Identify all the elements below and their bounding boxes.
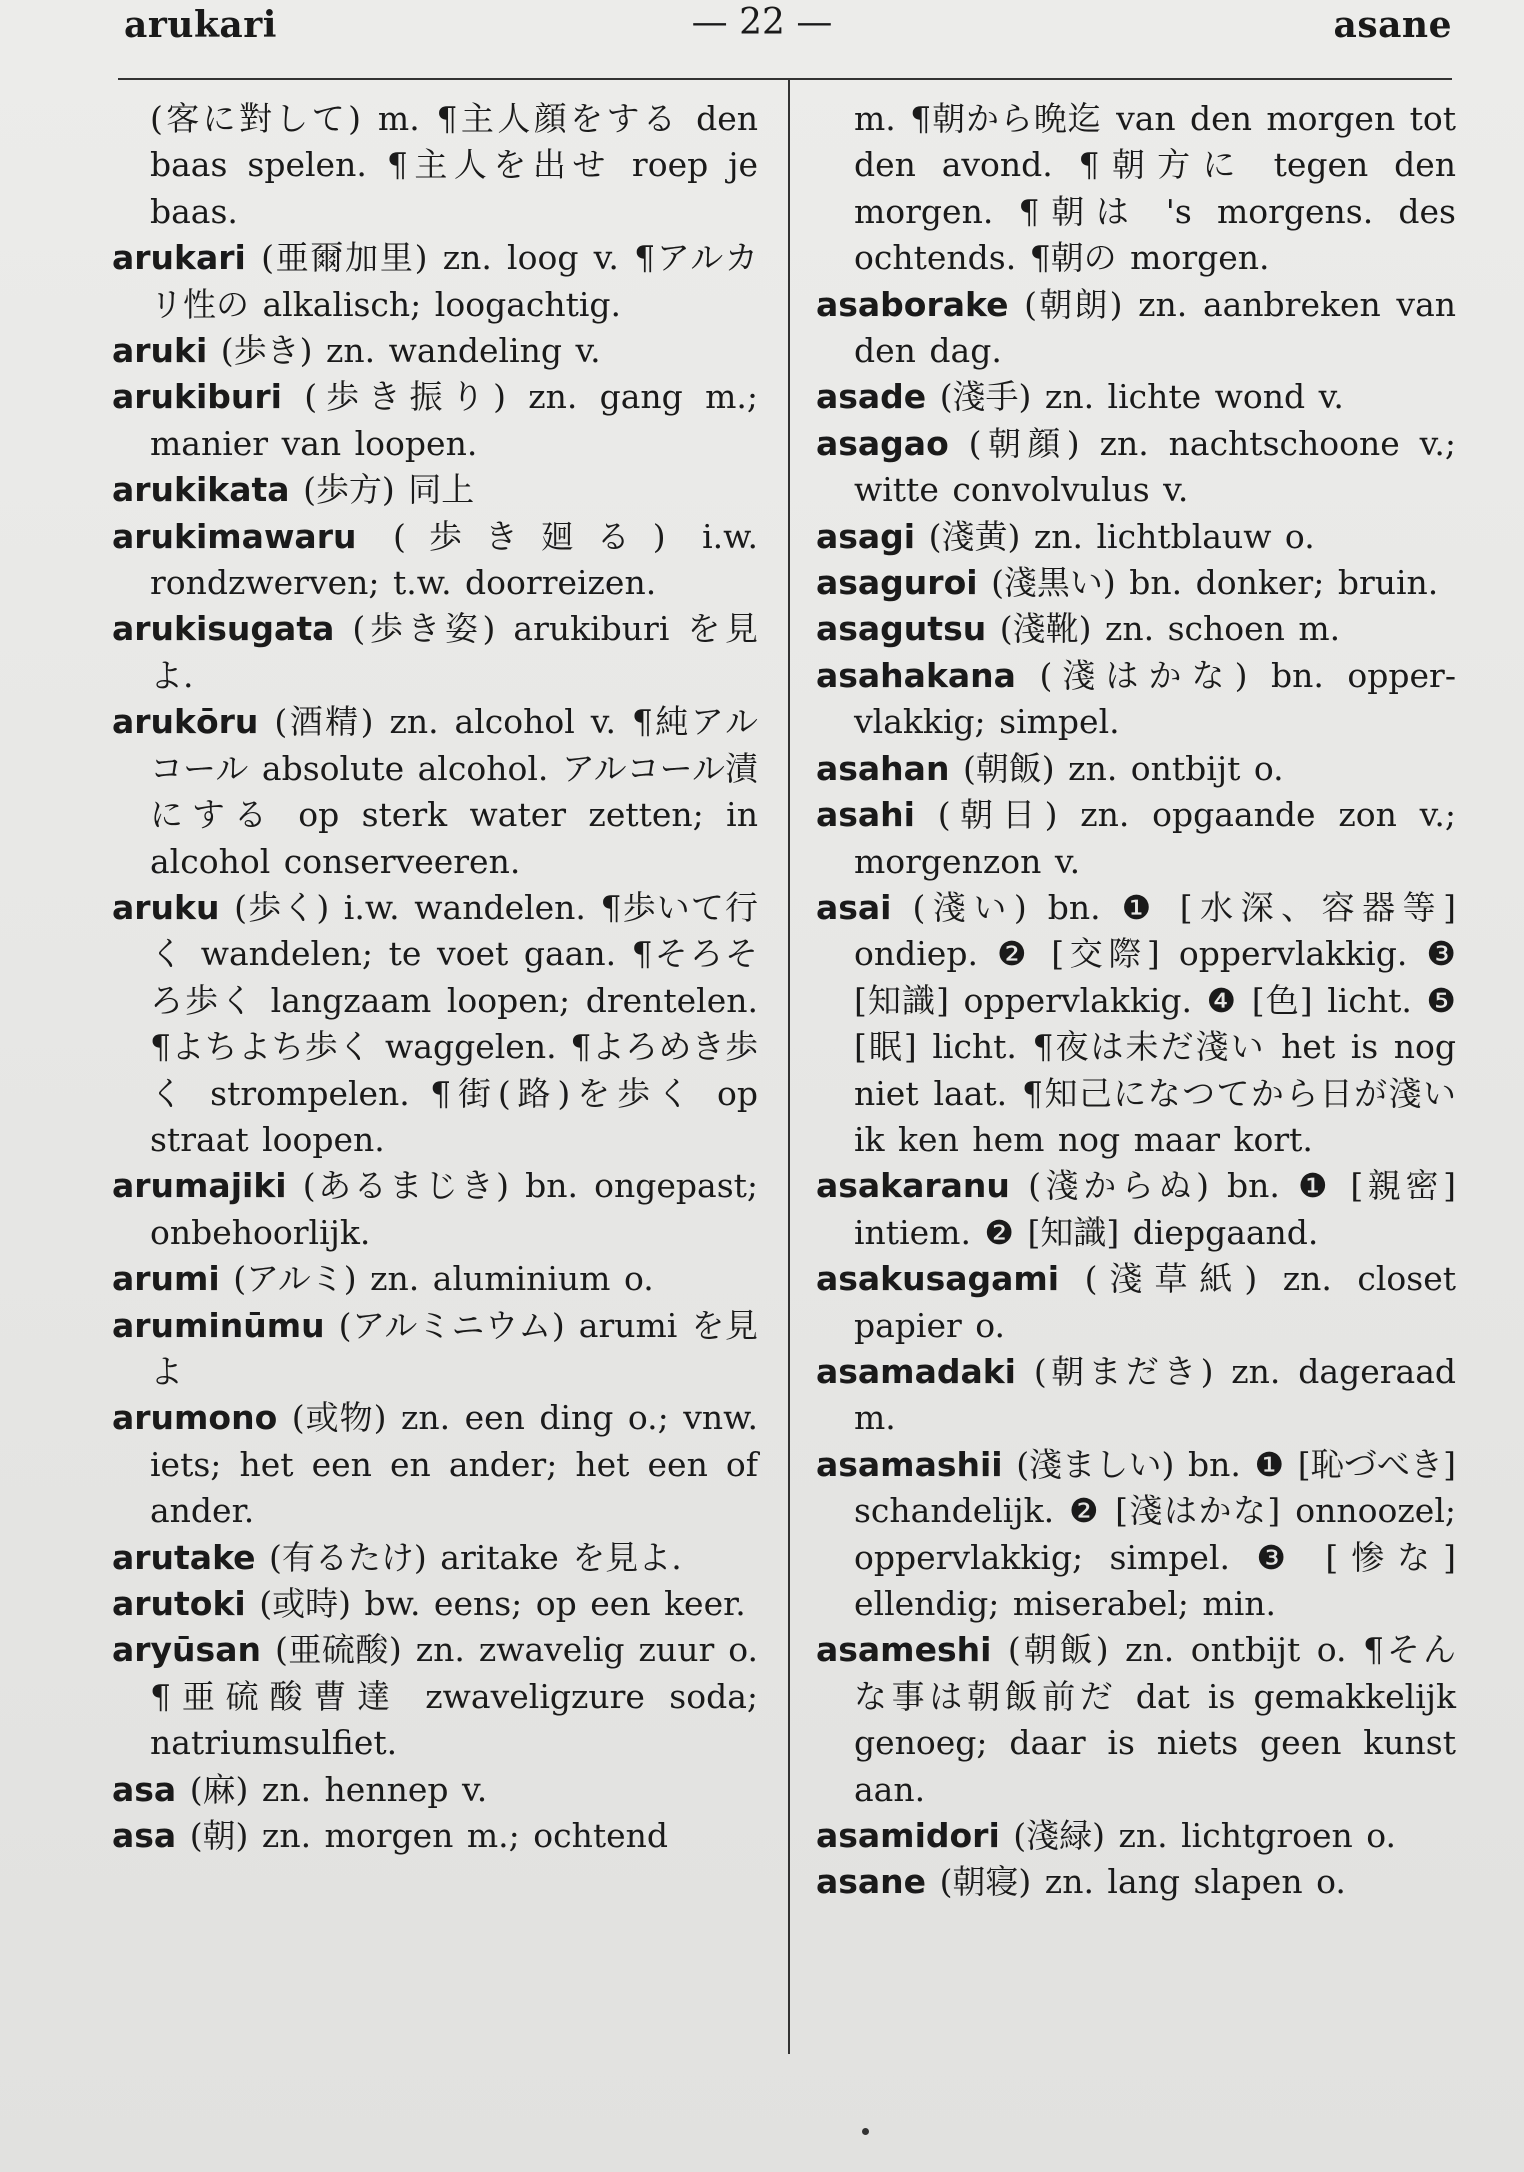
entry-headword: asagutsu: [816, 609, 987, 649]
dictionary-entry: [816, 1163, 1456, 1256]
entry-headword: asane: [816, 1862, 927, 1902]
entry-headword: asa: [112, 1769, 177, 1809]
dictionary-entry: [816, 1256, 1456, 1349]
dictionary-entry: [816, 1813, 1456, 1859]
entry-definition: (朝朗) zn. aanbreken van den dag.: [854, 284, 1456, 371]
left-column: [112, 96, 758, 1859]
entry-definition: (淺からぬ) bn. ❶ [親密] intiem. ❷ [知識] diepgaand.: [854, 1166, 1456, 1252]
dictionary-entry: [112, 1535, 758, 1581]
entry-definition: (淺はかな) bn. oppervlakkig; simpel.: [854, 655, 1456, 742]
dictionary-entry: [112, 1767, 758, 1813]
dictionary-entry: [112, 328, 758, 374]
entry-definition: (歩き) zn. wandeling v.: [220, 331, 601, 371]
dictionary-entry: [816, 606, 1456, 652]
entry-headword: arukari: [112, 238, 246, 278]
entry-definition: (歩き廻る) i.w. rondzwerven; t.w. doorreizen.: [150, 516, 758, 603]
entry-definition: (朝飯) zn. ontbijt o. ¶そんな事は朝飯前だ dat is gemakkelijk genoeg; daar is niets geen kunst aan.: [854, 1630, 1456, 1809]
entry-definition: (歩方) 同上: [303, 470, 475, 510]
dictionary-entry: [112, 374, 758, 467]
entry-headword: arutoki: [112, 1584, 246, 1623]
entry-headword: arukimawaru: [112, 516, 357, 556]
entry-headword: asameshi: [816, 1630, 992, 1670]
entry-headword: asaborake: [816, 284, 1009, 324]
entry-headword: asahan: [816, 748, 950, 788]
dictionary-entry: [816, 885, 1456, 1163]
entry-definition: (或時) bw. eens; op een keer.: [259, 1584, 746, 1623]
entry-definition: (朝顔) zn. nachtschoone v.; witte convolvulus v.: [854, 423, 1456, 510]
entry-headword: asahakana: [816, 655, 1016, 695]
entry-headword: asagao: [816, 423, 949, 463]
dictionary-entry: [112, 885, 758, 1163]
entry-headword: arumono: [112, 1398, 278, 1438]
entry-headword: aruki: [112, 331, 208, 371]
dictionary-entry: [112, 1163, 758, 1256]
dictionary-entry: [112, 1581, 758, 1627]
dictionary-entry: [816, 1859, 1456, 1905]
entry-definition: (或物) zn. een ding o.; vnw. iets; het een en ander; het een of ander.: [150, 1398, 758, 1531]
page-header: [0, 0, 1524, 70]
entry-definition: (淺手) zn. lichte wond v.: [939, 377, 1344, 417]
entry-headword: arukōru: [112, 702, 259, 742]
dictionary-entry: [816, 514, 1456, 560]
dictionary-entry: [112, 467, 758, 513]
entry-headword: asahi: [816, 795, 915, 835]
entry-definition: (淺靴) zn. schoen m.: [999, 609, 1341, 649]
dictionary-entry: [112, 1395, 758, 1534]
dictionary-entry: [816, 96, 1456, 282]
dictionary-entry: [112, 699, 758, 885]
column-divider: [788, 80, 790, 2054]
page-number: — 22 —: [691, 2, 833, 43]
entry-definition: (淺黄) zn. lichtblauw o.: [928, 516, 1315, 556]
dictionary-entry: [112, 1256, 758, 1302]
dictionary-entry: [816, 560, 1456, 606]
entry-definition: (歩き振り) zn. gang m.; manier van loopen.: [150, 377, 758, 463]
entry-definition: (亜硫酸) zn. zwavelig zuur o. ¶亜硫酸曹達 zwaveligzure soda; natriumsulfiet.: [150, 1630, 758, 1763]
entry-headword: arukiburi: [112, 377, 282, 417]
dictionary-entry: [816, 421, 1456, 514]
dictionary-entry: [112, 235, 758, 328]
entry-headword: asamidori: [816, 1816, 1000, 1856]
right-column: [816, 96, 1456, 1906]
entry-definition: (歩き姿) arukiburi を見よ.: [150, 609, 758, 695]
entry-definition: (朝飯) zn. ontbijt o.: [962, 748, 1284, 788]
entry-definition: m. ¶朝から晩迄 van den morgen tot den avond. ¶朝方に tegen den morgen. ¶朝は 's morgens. des ochtends. ¶朝の morgen.: [854, 99, 1456, 278]
dictionary-entry: [816, 653, 1456, 746]
entry-definition: (朝) zn. morgen m.; ochtend: [189, 1816, 669, 1856]
entry-headword: aryūsan: [112, 1630, 261, 1670]
entry-headword: asagi: [816, 516, 916, 556]
header-rule: [118, 78, 1452, 80]
entry-headword: asade: [816, 377, 927, 417]
entry-headword: asaguroi: [816, 563, 978, 603]
page-dot: [862, 2128, 869, 2135]
entry-definition: (客に對して) m. ¶主人顔をする den baas spelen. ¶主人を出せ roep je baas.: [150, 99, 758, 231]
entry-definition: (あるまじき) bn. ongepast; onbehoorlijk.: [150, 1166, 759, 1252]
entry-headword: arukikata: [112, 470, 290, 510]
dictionary-entry: [112, 1813, 758, 1859]
dictionary-entry: [112, 1303, 758, 1396]
entry-definition: (淺ましい) bn. ❶ [恥づべき] schandelijk. ❷ [淺はかな] onnoozel; oppervlakkig; simpel. ❸ [惨な] ellendig; miserabel; min.: [854, 1444, 1456, 1623]
dictionary-entry: [816, 1442, 1456, 1628]
header-right-word: asane: [1333, 4, 1452, 46]
entry-headword: asai: [816, 887, 892, 927]
entry-definition: (淺い) bn. ❶ [水深、容器等] ondiep. ❷ [交際] oppervlakkig. ❸ [知識] oppervlakkig. ❹ [色] licht. ❺ [眠] licht. ¶夜は未だ淺い het is nog niet laat. ¶知己になつてから日が淺い ik ken hem nog maar kort.: [854, 887, 1456, 1159]
entry-headword: arumajiki: [112, 1166, 287, 1206]
entry-definition: (歩く) i.w. wandelen. ¶歩いて行く wandelen; te voet gaan. ¶そろそろ歩く langzaam loopen; drentelen. ¶よちよち歩く waggelen. ¶よろめき歩く strompelen. ¶街(路)を歩く op straat loopen.: [150, 887, 758, 1159]
entry-headword: asamadaki: [816, 1351, 1016, 1391]
entry-headword: arutake: [112, 1537, 256, 1577]
entry-definition: (酒精) zn. alcohol v. ¶純アルコール absolute alcohol. アルコール漬にする op sterk water zetten; in alcohol conserveeren.: [150, 702, 758, 881]
dictionary-entry: [816, 282, 1456, 375]
dictionary-entry: [816, 746, 1456, 792]
header-left-word: arukari: [124, 4, 277, 46]
entry-headword: arumi: [112, 1259, 220, 1299]
dictionary-entry: [112, 606, 758, 699]
entry-definition: (淺黒い) bn. donker; bruin.: [991, 563, 1439, 603]
entry-definition: (アルミニウム) arumi を見よ: [150, 1305, 758, 1391]
entry-definition: (亜爾加里) zn. loog v. ¶アルカリ性の alkalisch; loogachtig.: [150, 238, 758, 324]
entry-definition: (朝日) zn. opgaande zon v.; morgenzon v.: [854, 795, 1456, 881]
dictionary-entry: [112, 514, 758, 607]
entry-definition: (淺緑) zn. lichtgroen o.: [1013, 1816, 1397, 1856]
entry-definition: (有るたけ) aritake を見よ.: [269, 1537, 682, 1577]
entry-headword: asakaranu: [816, 1166, 1010, 1206]
entry-headword: asamashii: [816, 1444, 1003, 1484]
entry-definition: (朝寝) zn. lang slapen o.: [939, 1862, 1346, 1902]
dictionary-entry: [816, 374, 1456, 420]
entry-headword: arukisugata: [112, 609, 335, 649]
dictionary-entry: [112, 1627, 758, 1766]
dictionary-entry: [816, 1349, 1456, 1442]
dictionary-entry: [816, 1627, 1456, 1813]
entry-definition: (朝まだき) zn. dageraad m.: [854, 1351, 1456, 1438]
entry-definition: (アルミ) zn. aluminium o.: [233, 1259, 654, 1299]
entry-headword: asakusagami: [816, 1259, 1060, 1299]
entry-headword: aruminūmu: [112, 1305, 325, 1345]
entry-headword: asa: [112, 1816, 177, 1856]
entry-definition: (麻) zn. hennep v.: [189, 1769, 488, 1809]
dictionary-entry: [816, 792, 1456, 885]
entry-headword: aruku: [112, 887, 220, 927]
entry-definition: (淺草紙) zn. closet papier o.: [854, 1259, 1456, 1345]
dictionary-entry: [112, 96, 758, 235]
